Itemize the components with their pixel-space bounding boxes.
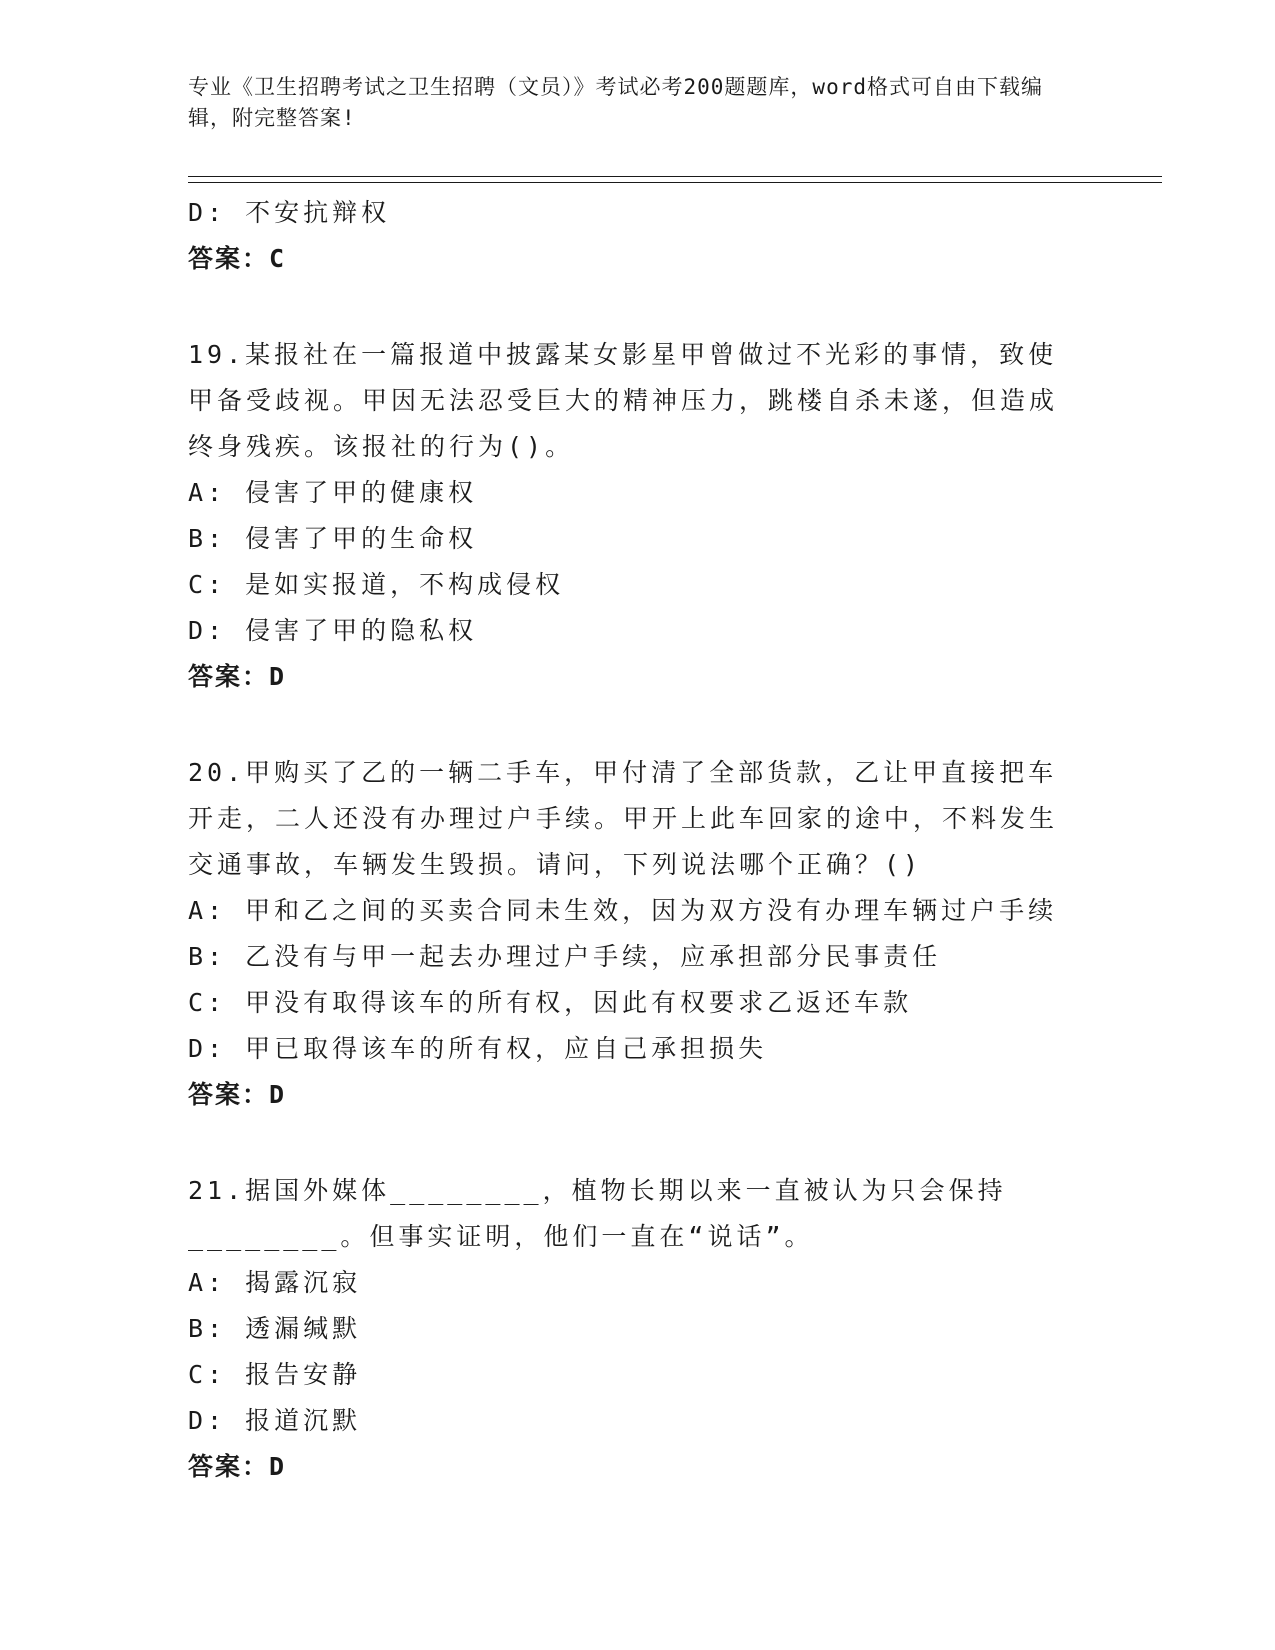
option-d: D: 不安抗辩权 bbox=[188, 198, 391, 227]
header-rule-bottom bbox=[188, 182, 1162, 183]
answer: 答案：D bbox=[188, 1080, 287, 1109]
question-20 bbox=[188, 750, 1088, 1118]
option-d: D: 报道沉默 bbox=[188, 1406, 362, 1435]
option-d: D: 甲已取得该车的所有权，应自己承担损失 bbox=[188, 1034, 768, 1063]
question-19 bbox=[188, 332, 1088, 700]
question-stem: 19.某报社在一篇报道中披露某女影星甲曾做过不光彩的事情，致使甲备受歧视。甲因无法忍受巨大的精神压力，跳楼自杀未遂，但造成终身残疾。该报社的行为()。 bbox=[188, 340, 1059, 461]
header-rule-top bbox=[188, 176, 1162, 177]
option-d: D: 侵害了甲的隐私权 bbox=[188, 616, 478, 645]
option-a: A: 揭露沉寂 bbox=[188, 1268, 362, 1297]
question-21 bbox=[188, 1168, 1088, 1490]
option-b: B: 透漏缄默 bbox=[188, 1314, 362, 1343]
answer: 答案：C bbox=[188, 244, 287, 273]
option-c: C: 是如实报道，不构成侵权 bbox=[188, 570, 565, 599]
document-header: 专业《卫生招聘考试之卫生招聘（文员）》考试必考200题题库，word格式可自由下载编辑，附完整答案! bbox=[188, 75, 1043, 130]
option-c: C: 报告安静 bbox=[188, 1360, 362, 1389]
option-a: A: 侵害了甲的健康权 bbox=[188, 478, 478, 507]
option-c: C: 甲没有取得该车的所有权，因此有权要求乙返还车款 bbox=[188, 988, 913, 1017]
document-body bbox=[188, 190, 1088, 1490]
question-stem: 21.据国外媒体________，植物长期以来一直被认为只会保持________。但事实证明，他们一直在“说话”。 bbox=[188, 1176, 1007, 1251]
option-b: B: 乙没有与甲一起去办理过户手续，应承担部分民事责任 bbox=[188, 942, 942, 971]
answer: 答案：D bbox=[188, 662, 287, 691]
option-a: A: 甲和乙之间的买卖合同未生效，因为双方没有办理车辆过户手续 bbox=[188, 896, 1058, 925]
option-b: B: 侵害了甲的生命权 bbox=[188, 524, 478, 553]
question-stem: 20.甲购买了乙的一辆二手车，甲付清了全部货款，乙让甲直接把车开走，二人还没有办理过户手续。甲开上此车回家的途中，不料发生交通事故，车辆发生毁损。请问，下列说法哪个正确？() bbox=[188, 758, 1059, 879]
answer: 答案：D bbox=[188, 1452, 287, 1481]
